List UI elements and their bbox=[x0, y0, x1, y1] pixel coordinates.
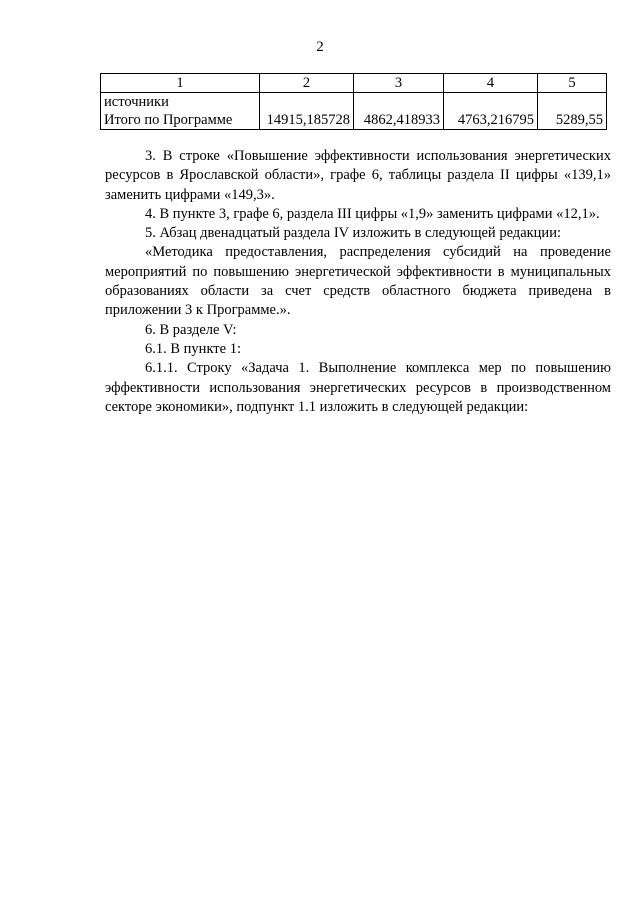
paragraph: 5. Абзац двенадцатый раздела IV изложить в следующей редакции: bbox=[145, 225, 561, 242]
document-body bbox=[105, 147, 611, 417]
column-header: 4 bbox=[444, 74, 538, 93]
table-cell: 4763,216795 bbox=[444, 111, 538, 130]
paragraph: 6.1. В пункте 1: bbox=[145, 340, 241, 357]
column-header: 5 bbox=[538, 74, 607, 93]
paragraph: «Методика предоставления, распределения субсидий на проведение мероприятий по повышению энергетической эффективности в муниципальных образованиях области за счет средств областного бюджета приведена в приложении 3 к Программе.». bbox=[105, 244, 611, 319]
table-cell bbox=[538, 93, 607, 112]
table-cell bbox=[354, 93, 444, 112]
paragraph: 4. В пункте 3, графе 6, раздела III цифры «1,9» заменить цифрами «12,1». bbox=[145, 205, 600, 222]
page-number: 2 bbox=[316, 39, 324, 55]
paragraph: 6. В разделе V: bbox=[145, 321, 237, 338]
table-cell: 14915,185728 bbox=[260, 111, 354, 130]
program-funding-table bbox=[100, 73, 607, 130]
table-cell: 5289,55 bbox=[538, 111, 607, 130]
table-cell bbox=[260, 93, 354, 112]
table-cell: источники bbox=[101, 93, 260, 112]
table-cell: 4862,418933 bbox=[354, 111, 444, 130]
table-header-row bbox=[101, 74, 607, 93]
table-cell: Итого по Программе bbox=[101, 111, 260, 130]
paragraph: 6.1.1. Строку «Задача 1. Выполнение комплекса мер по повышению эффективности использования энергетических ресурсов в производственном секторе экономики», подпункт 1.1 изложить в следующей редакции: bbox=[105, 360, 611, 415]
paragraph: 3. В строке «Повышение эффективности использования энергетических ресурсов в Ярославской области», графе 6, таблицы раздела II цифры «139,1» заменить цифрами «149,3». bbox=[105, 148, 611, 203]
table-cell bbox=[444, 93, 538, 112]
column-header: 1 bbox=[101, 74, 260, 93]
table-row bbox=[101, 93, 607, 112]
column-header: 2 bbox=[260, 74, 354, 93]
column-header: 3 bbox=[354, 74, 444, 93]
table-row-total bbox=[101, 111, 607, 130]
